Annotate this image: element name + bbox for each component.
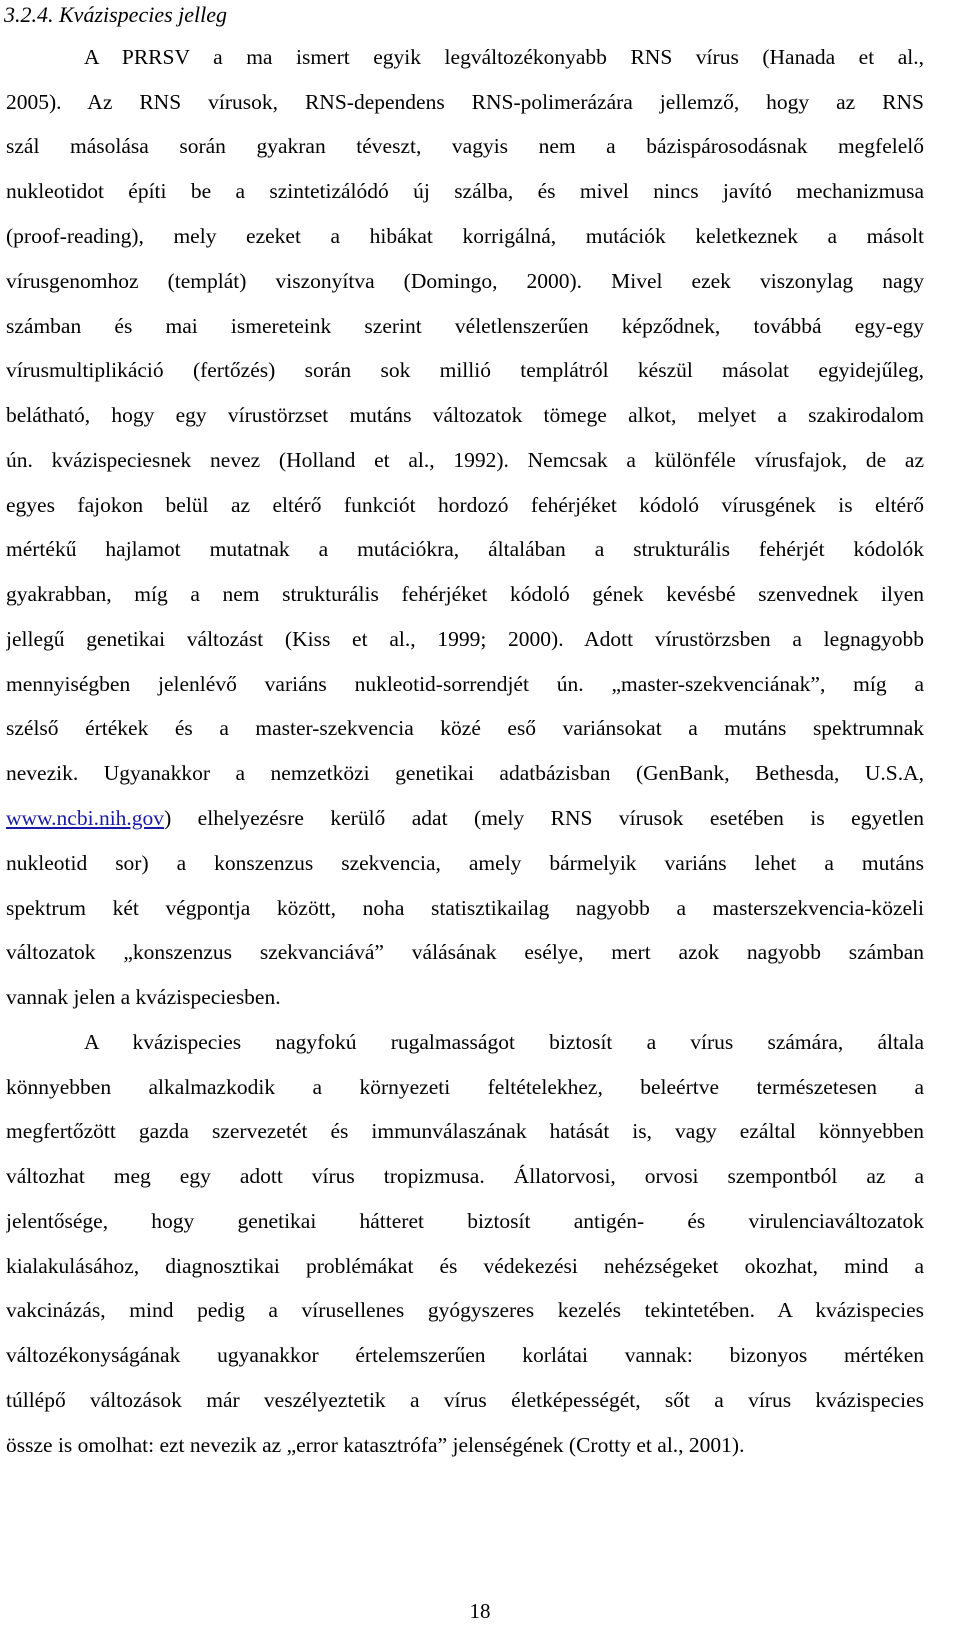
paragraph-1-line: vannak jelen a kvázispeciesben. — [6, 985, 281, 1009]
paragraph-1-line: mértékű hajlamot mutatnak a mutációkra, általában a strukturális fehérjét kódolók — [6, 537, 924, 561]
paragraph-1-line: változatok „konszenzus szekvanciává” válásának esélye, mert azok nagyobb számban — [6, 940, 924, 964]
paragraph-1-line: egyes fajokon belül az eltérő funkciót hordozó fehérjéket kódoló vírusgének is eltérő — [6, 493, 924, 517]
paragraph-2-line: túllépő változások már veszélyeztetik a vírus életképességét, sőt a vírus kvázispecies — [6, 1388, 924, 1412]
paragraph-2-line: megfertőzött gazda szervezetét és immunválaszának hatását is, vagy ezáltal könnyebben — [6, 1119, 924, 1143]
genbank-link[interactable]: www.ncbi.nih.gov — [6, 806, 165, 830]
paragraph-1-line: számban és mai ismereteink szerint véletlenszerűen képződnek, továbbá egy-egy — [6, 314, 924, 338]
paragraph-1-line: A PRRSV a ma ismert egyik legváltozékonyabb RNS vírus (Hanada et al., — [84, 45, 924, 69]
paragraph-2-line: jelentősége, hogy genetikai hátteret biztosít antigén- és virulenciaváltozatok — [6, 1209, 924, 1233]
paragraph-1-line: jellegű genetikai változást (Kiss et al., 1999; 2000). Adott vírustörzsben a legnagyobb — [6, 627, 924, 651]
paragraph-1-line: mennyiségben jelenlévő variáns nukleotid-sorrendjét ún. „master-szekvenciának”, míg a — [6, 672, 924, 696]
paragraph-1-line: vírusmultiplikáció (fertőzés) során sok millió templátról készül másolat egyidejűleg, — [6, 358, 924, 382]
paragraph-2-line: könnyebben alkalmazkodik a környezeti feltételekhez, beleértve természetesen a — [6, 1075, 924, 1099]
paragraph-2-line: vakcinázás, mind pedig a vírusellenes gyógyszeres kezelés tekintetében. A kvázispecies — [6, 1298, 924, 1322]
paragraph-2-line: A kvázispecies nagyfokú rugalmasságot biztosít a vírus számára, általa — [84, 1030, 924, 1054]
paragraph-1-line: szélső értékek és a master-szekvencia közé eső variánsokat a mutáns spektrumnak — [6, 716, 924, 740]
paragraph-1-line: nevezik. Ugyanakkor a nemzetközi genetikai adatbázisban (GenBank, Bethesda, U.S.A, — [6, 761, 924, 785]
paragraph-1-line: vírusgenomhoz (templát) viszonyítva (Domingo, 2000). Mivel ezek viszonylag nagy — [6, 269, 924, 293]
paragraph-1-line: 2005). Az RNS vírusok, RNS-dependens RNS-polimerázára jellemző, hogy az RNS — [6, 90, 924, 114]
paragraph-1-line: gyakrabban, míg a nem strukturális fehérjéket kódoló gének kevésbé szenvednek ilyen — [6, 582, 924, 606]
paragraph-1-line: szál másolása során gyakran téveszt, vagyis nem a bázispárosodásnak megfelelő — [6, 134, 924, 158]
paragraph-1-line: ún. kvázispeciesnek nevez (Holland et al., 1992). Nemcsak a különféle vírusfajok, de az — [6, 448, 924, 472]
paragraph-2-line: változékonyságának ugyanakkor értelemszerűen korlátai vannak: bizonyos mértéken — [6, 1343, 924, 1367]
section-heading: 3.2.4. Kvázispecies jelleg — [4, 2, 228, 27]
paragraph-2-line: kialakulásához, diagnosztikai problémákat és védekezési nehézségeket okozhat, mind a — [6, 1254, 924, 1278]
paragraph-2-line: változhat meg egy adott vírus tropizmusa. Állatorvosi, orvosi szempontból az a — [6, 1164, 924, 1188]
paragraph-2-line: össze is omolhat: ezt nevezik az „error katasztrófa” jelenségének (Crotty et al., 2001). — [6, 1433, 745, 1457]
paragraph-1-line-with-link — [6, 803, 924, 833]
paragraph-1-line: nukleotid sor) a konszenzus szekvencia, amely bármelyik variáns lehet a mutáns — [6, 851, 924, 875]
paragraph-1-line: spektrum két végpontja között, noha statisztikailag nagyobb a masterszekvencia-közeli — [6, 896, 924, 920]
page-number: 18 — [469, 1599, 491, 1623]
paragraph-1-line: nukleotidot építi be a szintetizálódó új szálba, és mivel nincs javító mechanizmusa — [6, 179, 924, 203]
paragraph-1-line: (proof-reading), mely ezeket a hibákat korrigálná, mutációk keletkeznek a másolt — [6, 224, 924, 248]
paragraph-1-line: belátható, hogy egy vírustörzset mutáns változatok tömege alkot, melyet a szakirodalom — [6, 403, 924, 427]
link-line-rest: ) elhelyezésre kerülő adat (mely RNS vírusok esetében is egyetlen — [164, 806, 924, 830]
